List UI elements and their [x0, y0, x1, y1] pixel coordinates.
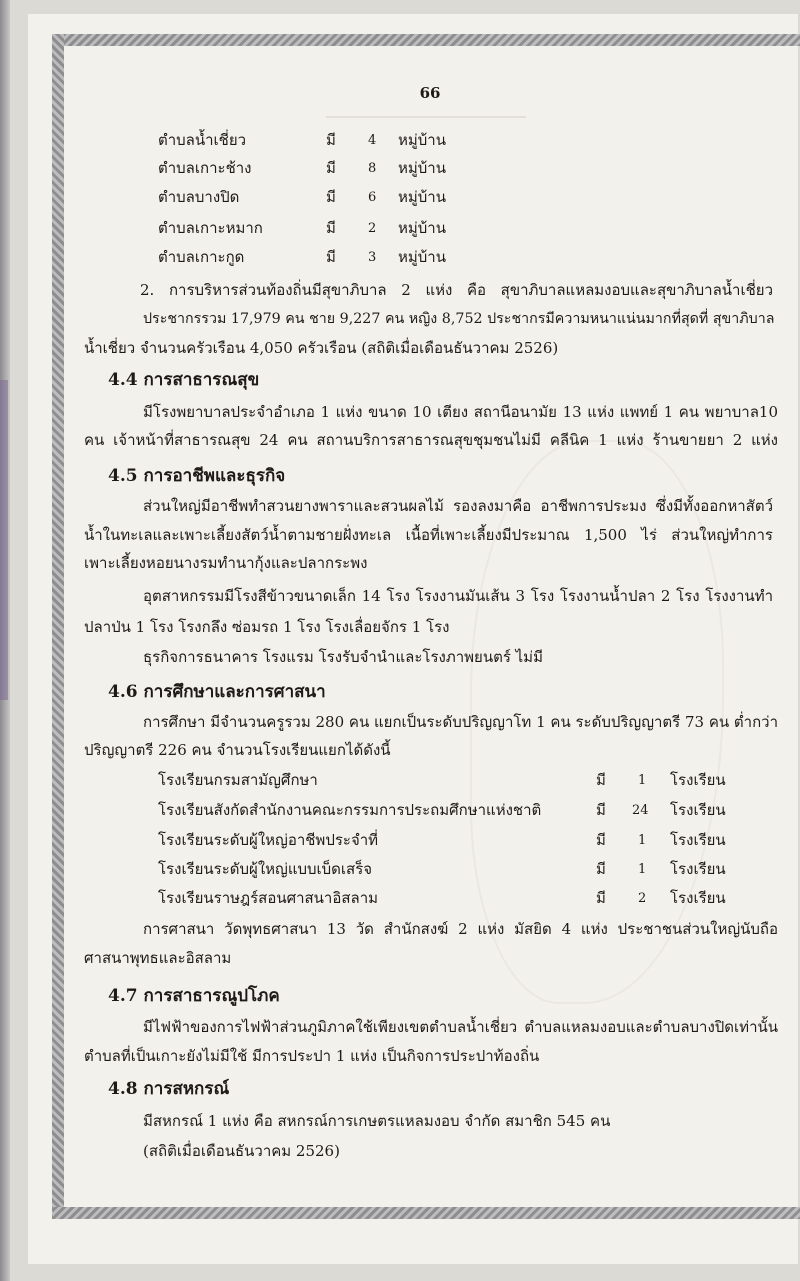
- cooperative-paragraph-line: มีสหกรณ์ 1 แห่ง คือ สหกรณ์การเกษตรแหลมงอบ จำกัด สมาชิก 545 คน: [143, 1112, 611, 1130]
- section-heading-occupation: 4.5 การอาชีพและธุรกิจ: [108, 466, 286, 486]
- village-name: ตำบลเกาะกูด: [158, 248, 245, 266]
- admin-paragraph-line: น้ำเชี่ยว จำนวนครัวเรือน 4,050 ครัวเรือน (สถิติเมื่อเดือนธันวาคม 2526): [84, 339, 559, 357]
- village-name: ตำบลน้ำเชี่ยว: [158, 131, 247, 149]
- page-number: 66: [419, 84, 441, 102]
- village-count: 2: [368, 221, 377, 236]
- industry-paragraph-line: อุตสาหกรรมมีโรงสีข้าวขนาดเล็ก 14 โรง โรงงานมันเส้น 3 โรง โรงงานน้ำปลา 2 โรง โรงงานทำ: [143, 587, 773, 605]
- village-has: มี: [326, 219, 336, 237]
- school-count: 1: [638, 833, 647, 848]
- school-unit: โรงเรียน: [670, 860, 726, 878]
- school-count: 1: [638, 773, 647, 788]
- school-unit: โรงเรียน: [670, 771, 726, 789]
- village-count: 8: [368, 161, 377, 176]
- school-unit: โรงเรียน: [670, 889, 726, 907]
- school-type: โรงเรียนระดับผู้ใหญ่อาชีพประจำที่: [158, 831, 379, 849]
- bleed-through-title: [326, 100, 526, 118]
- village-has: มี: [326, 188, 336, 206]
- section-heading-education: 4.6 การศึกษาและการศาสนา: [108, 682, 326, 702]
- school-type: โรงเรียนกรมสามัญศึกษา: [158, 771, 318, 789]
- school-count: 2: [638, 891, 647, 906]
- occupation-paragraph-line: เพาะเลี้ยงหอยนางรมทำนากุ้งและปลากระพง: [84, 554, 368, 572]
- school-count: 1: [638, 862, 647, 877]
- health-paragraph-line: คน เจ้าหน้าที่สาธารณสุข 24 คน สถานบริการสาธารณสุขชุมชนไม่มี คลีนิค 1 แห่ง ร้านขายยา 2 แห่ง: [84, 431, 778, 449]
- page-border-left: [52, 34, 64, 1219]
- school-has: มี: [596, 801, 606, 819]
- business-paragraph-line: ธุรกิจการธนาคาร โรงแรม โรงรับจำนำและโรงภาพยนตร์ ไม่มี: [143, 648, 543, 666]
- village-name: ตำบลเกาะช้าง: [158, 159, 252, 177]
- utilities-paragraph-line: ตำบลที่เป็นเกาะยังไม่มีใช้ มีการประปา 1 แห่ง เป็นกิจการประปาท้องถิ่น: [84, 1047, 540, 1065]
- school-unit: โรงเรียน: [670, 831, 726, 849]
- section-heading-cooperative: 4.8 การสหกรณ์: [108, 1079, 230, 1099]
- education-paragraph-line: การศึกษา มีจำนวนครูรวม 280 คน แยกเป็นระดับปริญญาโท 1 คน ระดับปริญญาตรี 73 คน ต่ำกว่า: [143, 713, 778, 731]
- education-paragraph-line: ปริญญาตรี 226 คน จำนวนโรงเรียนแยกได้ดังนี้: [84, 741, 391, 759]
- village-unit: หมู่บ้าน: [398, 248, 446, 266]
- village-count: 4: [368, 133, 377, 148]
- religion-paragraph-line: การศาสนา วัดพุทธศาสนา 13 วัด สำนักสงฆ์ 2 แห่ง มัสยิด 4 แห่ง ประชาชนส่วนใหญ่นับถือ: [143, 920, 778, 938]
- industry-paragraph-line: ปลาป่น 1 โรง โรงกลึง ซ่อมรถ 1 โรง โรงเลื่อยจักร 1 โรง: [84, 618, 450, 636]
- village-count: 6: [368, 190, 377, 205]
- scan-edge-shadow: [0, 380, 8, 700]
- school-has: มี: [596, 889, 606, 907]
- village-count: 3: [368, 250, 377, 265]
- village-unit: หมู่บ้าน: [398, 159, 446, 177]
- occupation-paragraph-line: ส่วนใหญ่มีอาชีพทำสวนยางพาราและสวนผลไม้ รองลงมาคือ อาชีพการประมง ซึ่งมีทั้งออกหาสัตว์: [143, 497, 773, 515]
- page-border-bottom: [54, 1207, 800, 1219]
- school-count: 24: [632, 803, 649, 818]
- village-has: มี: [326, 248, 336, 266]
- religion-paragraph-line: ศาสนาพุทธและอิสลาม: [84, 949, 232, 967]
- admin-paragraph-line: ประชากรรวม 17,979 คน ชาย 9,227 คน หญิง 8,752 ประชากรมีความหนาแน่นมากที่สุดที่ สุขาภิบาล: [143, 311, 775, 327]
- health-paragraph-line: มีโรงพยาบาลประจำอำเภอ 1 แห่ง ขนาด 10 เตียง สถานีอนามัย 13 แห่ง แพทย์ 1 คน พยาบาล10: [143, 403, 778, 421]
- village-unit: หมู่บ้าน: [398, 219, 446, 237]
- school-has: มี: [596, 771, 606, 789]
- school-has: มี: [596, 831, 606, 849]
- school-unit: โรงเรียน: [670, 801, 726, 819]
- cooperative-paragraph-line: (สถิติเมื่อเดือนธันวาคม 2526): [143, 1142, 340, 1160]
- village-name: ตำบลบางปิด: [158, 188, 240, 206]
- occupation-paragraph-line: น้ำในทะเลและเพาะเลี้ยงสัตว์น้ำตามชายฝั่งทะเล เนื้อที่เพาะเลี้ยงมีประมาณ 1,500 ไร่ ส่วนใหญ่ทำการ: [84, 526, 773, 544]
- village-has: มี: [326, 159, 336, 177]
- section-heading-health: 4.4 การสาธารณสุข: [108, 370, 260, 390]
- village-unit: หมู่บ้าน: [398, 188, 446, 206]
- school-type: โรงเรียนสังกัดสำนักงานคณะกรรมการประถมศึกษาแห่งชาติ: [158, 801, 542, 819]
- section-heading-utilities: 4.7 การสาธารณูปโภค: [108, 986, 280, 1006]
- school-has: มี: [596, 860, 606, 878]
- village-unit: หมู่บ้าน: [398, 131, 446, 149]
- school-type: โรงเรียนราษฎร์สอนศาสนาอิสลาม: [158, 889, 379, 907]
- utilities-paragraph-line: มีไฟฟ้าของการไฟฟ้าส่วนภูมิภาคใช้เพียงเขตตำบลน้ำเชี่ยว ตำบลแหลมงอบและตำบลบางปิดเท่านั้น: [143, 1018, 778, 1036]
- school-type: โรงเรียนระดับผู้ใหญ่แบบเบ็ดเสร็จ: [158, 860, 373, 878]
- village-name: ตำบลเกาะหมาก: [158, 219, 263, 237]
- village-has: มี: [326, 131, 336, 149]
- page-border-top: [54, 34, 800, 46]
- admin-paragraph-line: 2. การบริหารส่วนท้องถิ่นมีสุขาภิบาล 2 แห่ง คือ สุขาภิบาลแหลมงอบและสุขาภิบาลน้ำเชี่ยว: [140, 281, 773, 299]
